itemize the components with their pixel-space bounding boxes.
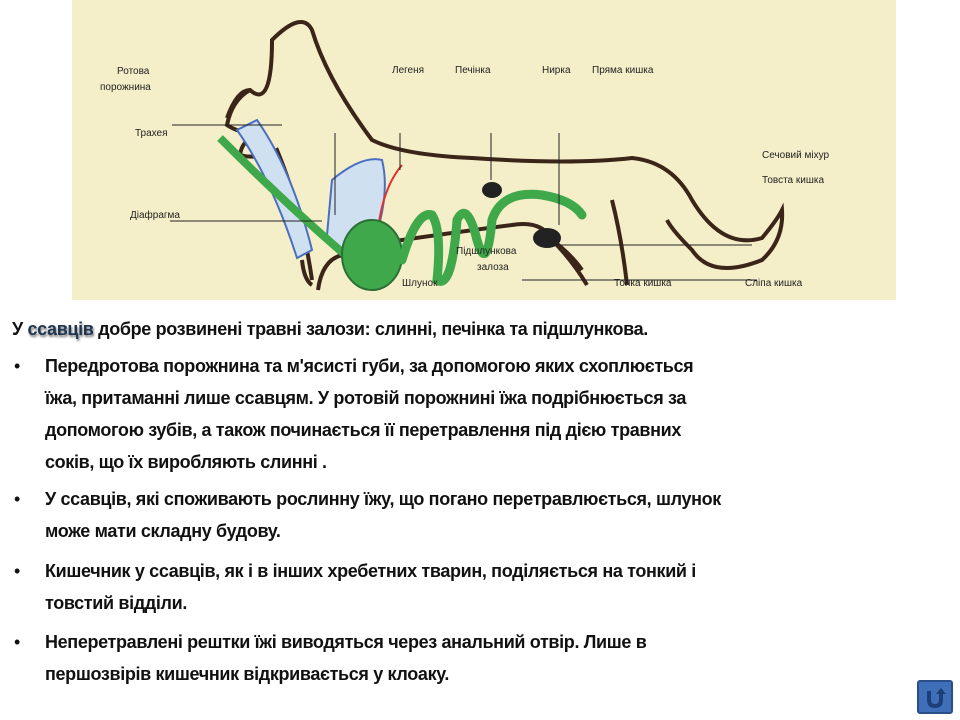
bullet-marker: • [14, 489, 21, 509]
intro-prefix: У [12, 319, 28, 339]
bullet-1-line-1: Передротова порожнина та м'ясисті губи, за допомогою яких схоплюється [45, 356, 694, 376]
u-turn-arrow-icon [923, 685, 947, 709]
label-lung: Легеня [392, 65, 425, 76]
label-colon: Товста кишка [762, 175, 825, 186]
label-rectum: Пряма кишка [592, 65, 654, 76]
bullet-2-line-1: У ссавців, які споживають рослинну їжу, що погано перетравлюється, шлунок [45, 489, 721, 509]
label-kidney: Нирка [542, 65, 571, 76]
intro-rest: добре розвинені травні залози: слинні, печінка та підшлункова. [93, 319, 648, 339]
label-diaphragm: Діафрагма [130, 210, 180, 221]
bullet-3-line-2: товстий відділи. [45, 593, 187, 613]
kidney-shape [482, 182, 502, 198]
bullet-marker: • [14, 561, 21, 581]
bullet-marker: • [14, 632, 21, 652]
label-trachea: Трахея [135, 128, 168, 139]
intro-text [12, 319, 648, 340]
return-button[interactable] [917, 680, 953, 714]
label-mouth-2: порожнина [100, 82, 151, 93]
bullet-4-line-1: Неперетравлені рештки їжі виводяться через анальний отвір. Лише в [45, 632, 647, 652]
label-cecum: Сліпа кишка [745, 278, 803, 289]
label-pancreas-2: залоза [477, 262, 509, 273]
label-liver: Печінка [455, 65, 491, 76]
label-bladder: Сечовий міхур [762, 150, 830, 161]
stomach-shape [342, 220, 402, 290]
body-outline [227, 22, 782, 268]
label-small-intestine: Тонка кишка [614, 278, 672, 289]
digestive-system-diagram [72, 0, 896, 300]
bullet-4-line-2: першозвірів кишечник відкривається у клоаку. [45, 664, 449, 684]
bullet-1-line-2: їжа, притаманні лише ссавцям. У ротовій порожнині їжа подрібнюється за [45, 388, 687, 408]
bullet-1-line-4: соків, що їх виробляють слинні . [45, 452, 327, 472]
bullet-1-line-3: допомогою зубів, а також починається її перетравлення під дією травних [45, 420, 681, 440]
bullet-2-line-2: може мати складну будову. [45, 521, 281, 541]
diagram-svg [72, 0, 896, 300]
bullet-3-line-1: Кишечник у ссавців, як і в інших хребетних тварин, поділяється на тонкий і [45, 561, 696, 581]
label-pancreas-1: Підшлункова [456, 246, 517, 257]
label-stomach: Шлунок [402, 278, 438, 289]
label-mouth-1: Ротова [117, 66, 150, 77]
highlight-word: ссавців [27, 319, 94, 339]
bullet-marker: • [14, 356, 21, 376]
diagram-labels [100, 65, 829, 289]
